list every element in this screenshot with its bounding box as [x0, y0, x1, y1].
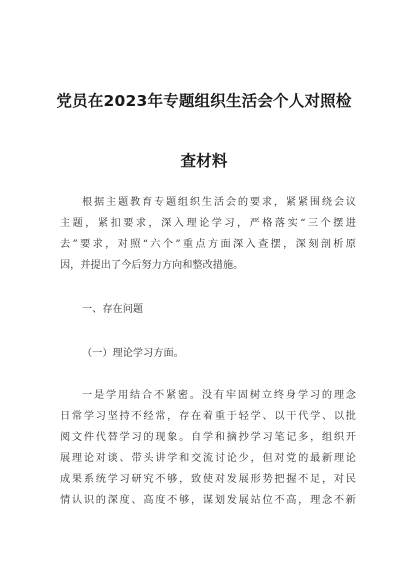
intro-line-2: 主题，紧扣要求，深入理论学习，严格落实“三个摆进: [60, 218, 356, 229]
intro-line-4: 因，并提出了今后努力方向和整改措施。: [60, 260, 244, 271]
intro-line-1: 根据主题教育专题组织生活会的要求，紧紧围绕会议: [82, 197, 356, 208]
intro-line-3: 去”要求，对照“六个”重点方面深入查摆，深刻剖析原: [60, 239, 356, 250]
document-title-line-1: 党员在2023年专题组织生活会个人对照检: [56, 92, 352, 110]
body-line-1: 一是学用结合不紧密。没有牢固树立终身学习的理念: [82, 390, 356, 401]
section-heading: 一、存在问题: [82, 304, 144, 315]
subsection-heading: （一）理论学习方面。: [82, 348, 184, 359]
body-line-2: 日常学习坚持不经常，存在着重于轻学、以干代学、以批: [60, 411, 356, 422]
body-line-4: 展理论对谈、带头讲学和交流讨论少，但对党的最新理论: [60, 453, 356, 464]
body-line-3: 阅文件代替学习的现象。自学和摘抄学习笔记多，组织开: [60, 432, 356, 443]
body-line-5: 成果系统学习研究不够，致使对发展形势把握不足，对民: [60, 474, 356, 485]
document-title-line-2: 查材料: [180, 152, 228, 170]
body-line-6: 情认识的深度、高度不够，谋划发展站位不高，理念不新: [60, 495, 356, 506]
